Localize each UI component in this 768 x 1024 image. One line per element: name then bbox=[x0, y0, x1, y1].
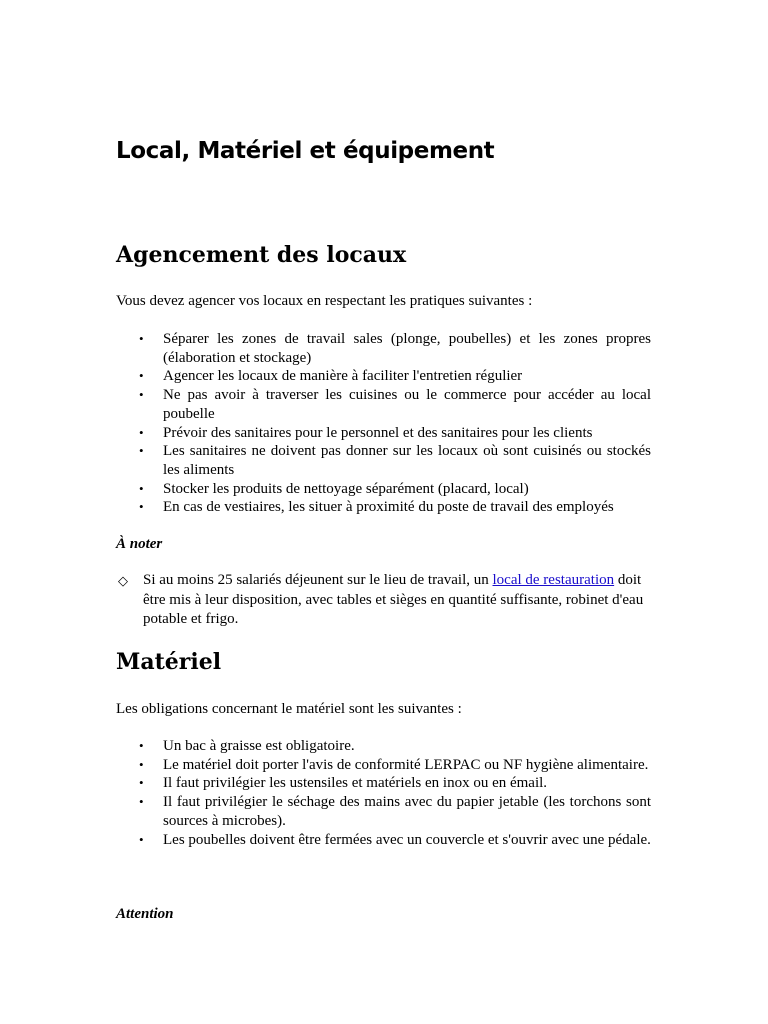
list-item: • Un bac à graisse est obligatoire. bbox=[139, 738, 355, 754]
list-item: • Stocker les produits de nettoyage séparément (placard, local) bbox=[139, 480, 529, 497]
note-block bbox=[116, 571, 651, 630]
bullet-icon: • bbox=[139, 831, 144, 847]
list-item: • Prévoir des sanitaires pour le personnel et des sanitaires pour les clients bbox=[139, 424, 593, 441]
document-title: Local, Matériel et équipement bbox=[116, 138, 495, 164]
list-item: • Il faut privilégier le séchage des mains avec du papier jetable (les torchons sont sources à microbes). bbox=[139, 794, 651, 829]
bullet-icon: • bbox=[139, 387, 144, 403]
bullet-icon: • bbox=[139, 738, 144, 753]
note-label: À noter bbox=[116, 536, 163, 552]
attention-label: Attention bbox=[116, 906, 174, 922]
list-item: • Agencer les locaux de manière à faciliter l'entretien régulier bbox=[139, 368, 523, 385]
list-item: • Ne pas avoir à traverser les cuisines ou le commerce pour accéder au local poubelle bbox=[139, 387, 651, 422]
list-item: • Le matériel doit porter l'avis de conformité LERPAC ou NF hygiène alimentaire. bbox=[139, 756, 649, 773]
bullet-icon: • bbox=[139, 499, 144, 515]
section-heading-agencement: Agencement des locaux bbox=[116, 242, 407, 268]
section-intro-agencement: Vous devez agencer vos locaux en respectant les pratiques suivantes : bbox=[116, 293, 533, 309]
section-intro-materiel: Les obligations concernant le matériel sont les suivantes : bbox=[116, 701, 462, 717]
bullet-icon: • bbox=[139, 756, 144, 772]
bullet-icon: • bbox=[139, 368, 144, 384]
bullet-icon: • bbox=[139, 794, 144, 810]
list-item: • En cas de vestiaires, les situer à proximité du poste de travail des employés bbox=[139, 499, 614, 516]
bullet-icon: • bbox=[139, 480, 144, 496]
bullet-icon: • bbox=[139, 331, 144, 346]
bullet-list-agencement bbox=[116, 330, 651, 517]
list-item: • Il faut privilégier les ustensiles et matériels en inox ou en émail. bbox=[139, 775, 548, 792]
bullet-list-materiel bbox=[116, 737, 651, 849]
list-item: • Séparer les zones de travail sales (plonge, poubelles) et les zones propres (élaboration et stockage) bbox=[139, 331, 651, 366]
local-restauration-link[interactable]: local de restauration bbox=[492, 572, 615, 588]
diamond-icon: ◇ bbox=[118, 573, 128, 588]
list-item: • Les sanitaires ne doivent pas donner sur les locaux où sont cuisinés ou stockés les aliments bbox=[139, 443, 651, 478]
bullet-icon: • bbox=[139, 424, 144, 440]
note-text: Si au moins 25 salariés déjeunent sur le lieu de travail, un local de restauration doit être mis à leur disposition, avec tables et sièges en quantité suffisante, robinet d'eau potable et frigo. bbox=[143, 572, 644, 627]
section-heading-materiel: Matériel bbox=[116, 649, 222, 675]
bullet-icon: • bbox=[139, 775, 144, 791]
list-item: • Les poubelles doivent être fermées avec un couvercle et s'ouvrir avec une pédale. bbox=[139, 831, 651, 848]
bullet-icon: • bbox=[139, 443, 144, 459]
